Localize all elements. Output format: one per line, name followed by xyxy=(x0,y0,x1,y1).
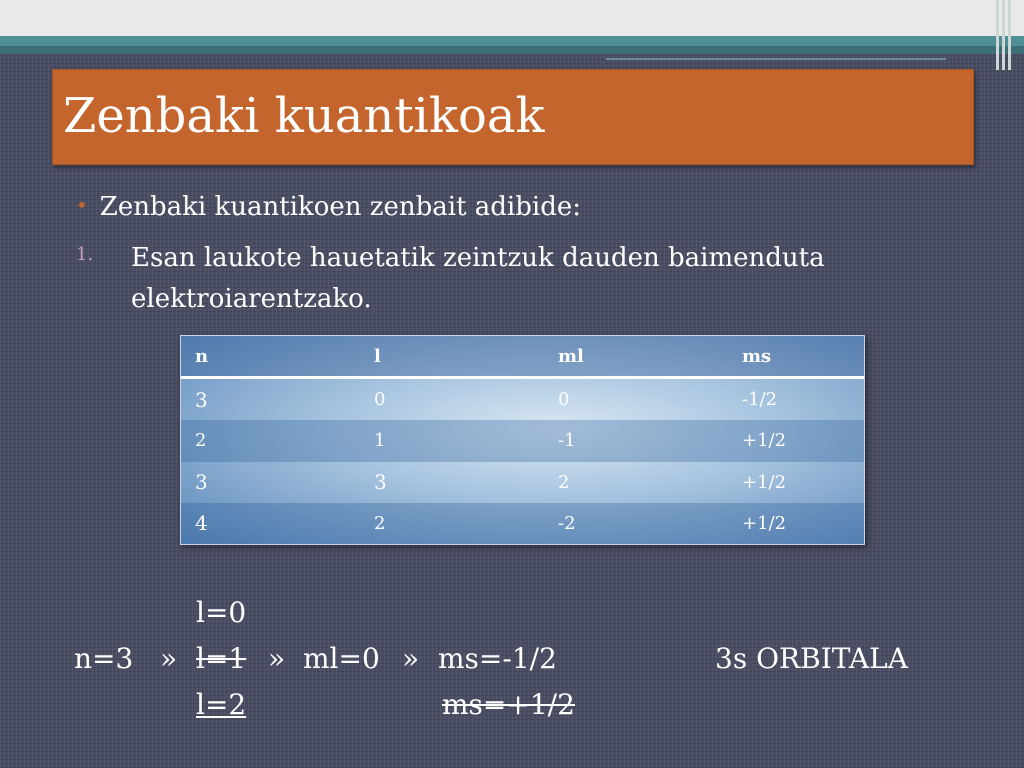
l1-option-struck: l=1 xyxy=(196,642,247,675)
table-header-row xyxy=(181,336,864,378)
arrow-2: » xyxy=(268,642,286,675)
table-cell: 0 xyxy=(374,389,386,411)
table-cell: 0 xyxy=(558,389,570,411)
table-cell: 2 xyxy=(181,420,360,461)
table-row xyxy=(181,420,864,461)
table-row xyxy=(181,462,864,503)
quantum-numbers-table xyxy=(180,335,865,545)
bullet-item xyxy=(76,192,581,222)
table-cell: 1 xyxy=(360,420,544,461)
table-cell: 3 xyxy=(195,387,208,412)
numbered-marker: 1. xyxy=(76,244,94,265)
table-cell: 3 xyxy=(374,470,387,495)
table-cell: +1/2 xyxy=(728,420,864,461)
arrow-3: » xyxy=(402,642,420,675)
l0-option: l=0 xyxy=(196,596,247,629)
header-ml: ml xyxy=(544,336,728,378)
decorative-stripes xyxy=(996,0,1016,70)
slide-title: Zenbaki kuantikoak xyxy=(63,88,545,144)
l2-option: l=2 xyxy=(196,688,247,721)
decorative-rule xyxy=(606,58,946,60)
table-cell: 2 xyxy=(360,503,544,544)
table-cell: -1 xyxy=(544,420,728,461)
top-band xyxy=(0,36,1024,46)
table-cell: 3 xyxy=(195,470,208,495)
arrow-1: » xyxy=(160,642,178,675)
top-band-dark xyxy=(0,46,1024,54)
header-ms: ms xyxy=(728,336,864,378)
table-cell: +1/2 xyxy=(728,503,864,544)
table-row xyxy=(181,503,864,544)
ms-positive-struck: ms=+1/2 xyxy=(442,688,575,721)
header-l: l xyxy=(360,336,544,378)
title-box xyxy=(52,69,974,165)
ms-negative: ms=-1/2 xyxy=(438,642,557,675)
header-n: n xyxy=(181,336,360,378)
table-cell: -2 xyxy=(544,503,728,544)
bullet-dot-icon: • xyxy=(76,193,88,217)
n-value: n=3 xyxy=(74,642,134,675)
table-cell: 4 xyxy=(181,503,360,544)
top-strip xyxy=(0,0,1024,36)
ml-value: ml=0 xyxy=(303,642,380,675)
table-cell: +1/2 xyxy=(742,471,787,493)
table-row xyxy=(181,378,864,421)
table-cell: -1/2 xyxy=(742,389,778,411)
table-cell: 2 xyxy=(558,471,570,493)
numbered-text: Esan laukote hauetatik zeintzuk dauden baimenduta elektroiarentzako. xyxy=(131,243,825,314)
orbital-label: 3s ORBITALA xyxy=(715,642,908,675)
bullet-text: Zenbaki kuantikoen zenbait adibide: xyxy=(99,192,581,222)
